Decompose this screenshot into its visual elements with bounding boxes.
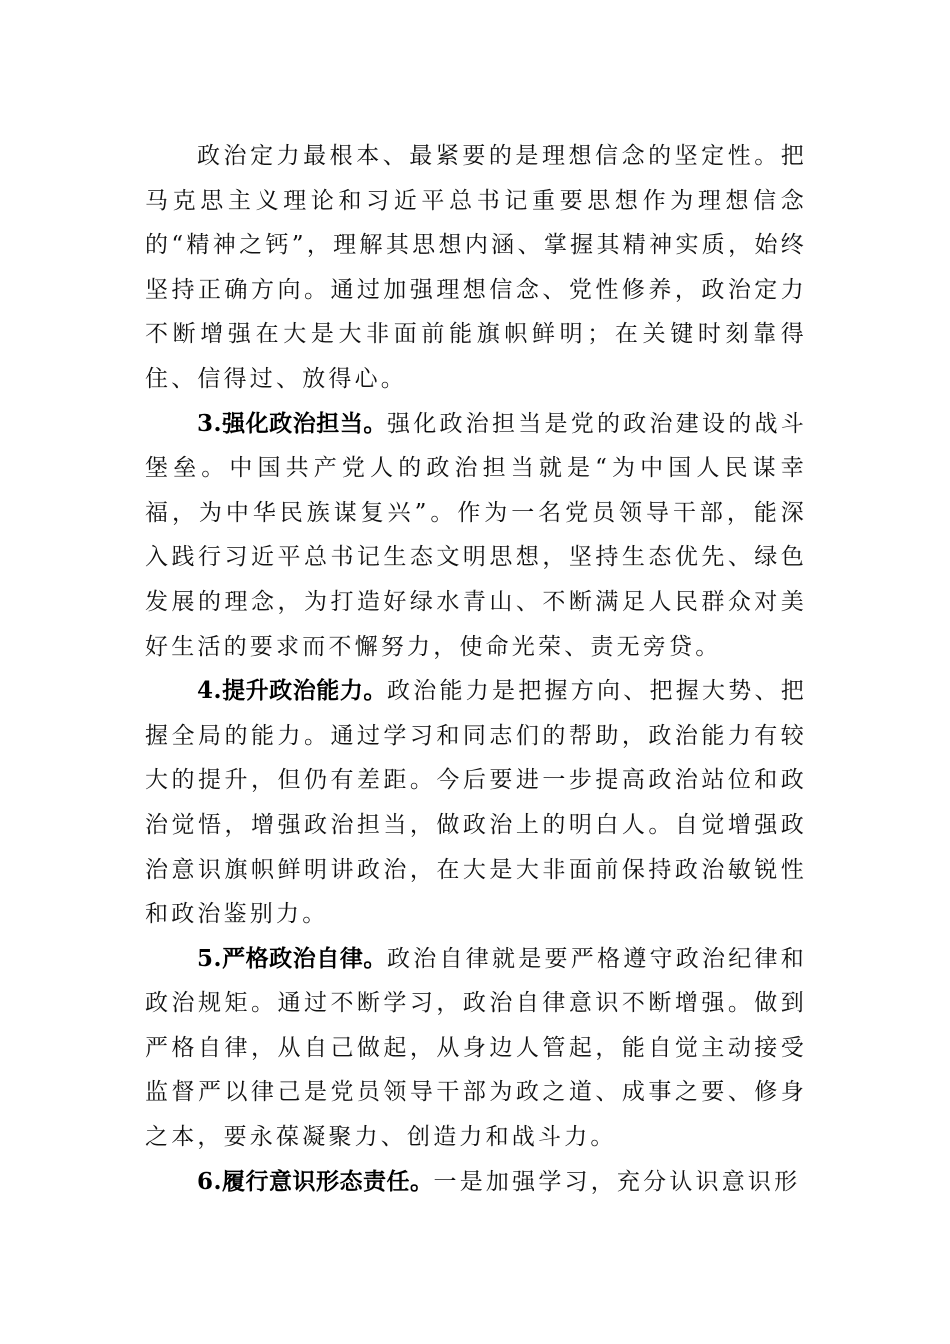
paragraph-body: 政治能力是把握方向、把握大势、把握全局的能力。通过学习和同志们的帮助，政治能力有较大的提升，但仍有差距。今后要进一步提高政治站位和政治觉悟，增强政治担当，做政治上的明白人。自觉增强政治意识旗帜鲜明讲政治，在大是大非面前保持政治敏锐性和政治鉴别力。	[145, 678, 808, 928]
paragraph-political-determination	[145, 134, 807, 402]
paragraph-political-capability	[145, 669, 807, 937]
paragraph-body: 强化政治担当是党的政治建设的战斗堡垒。中国共产党人的政治担当就是“为中国人民谋幸福，为中华民族谋复兴”。作为一名党员领导干部，能深入践行习近平总书记生态文明思想，坚持生态优先、绿色发展的理念，为打造好绿水青山、不断满足人民群众对美好生活的要求而不懈努力，使命光荣、责无旁贷。	[145, 410, 808, 660]
paragraph-ideology-responsibility	[145, 1160, 807, 1205]
document-page	[145, 134, 807, 1204]
paragraph-body: 政治定力最根本、最紧要的是理想信念的坚定性。把马克思主义理论和习近平总书记重要思想作为理想信念的“精神之钙”，理解其思想内涵、掌握其精神实质，始终坚持正确方向。通过加强理想信念、党性修养，政治定力不断增强在大是大非面前能旗帜鲜明；在关键时刻靠得住、信得过、放得心。	[145, 143, 807, 392]
paragraph-body: 政治自律就是要严格遵守政治纪律和政治规矩。通过不断学习，政治自律意识不断增强。做到严格自律，从自己做起，从身边人管起，能自觉主动接受监督严以律己是党员领导干部为政之道、成事之要、修身之本，要永葆凝聚力、创造力和战斗力。	[145, 945, 808, 1151]
paragraph-body: 一是加强学习，充分认识意识形	[433, 1168, 801, 1195]
paragraph-political-self-discipline	[145, 937, 807, 1160]
paragraph-heading: 5.严格政治自律。	[197, 944, 387, 972]
paragraph-heading: 6.履行意识形态责任。	[197, 1167, 434, 1195]
paragraph-heading: 4.提升政治能力。	[197, 677, 387, 705]
paragraph-heading: 3.强化政治担当。	[197, 409, 387, 437]
paragraph-political-responsibility	[145, 402, 807, 670]
